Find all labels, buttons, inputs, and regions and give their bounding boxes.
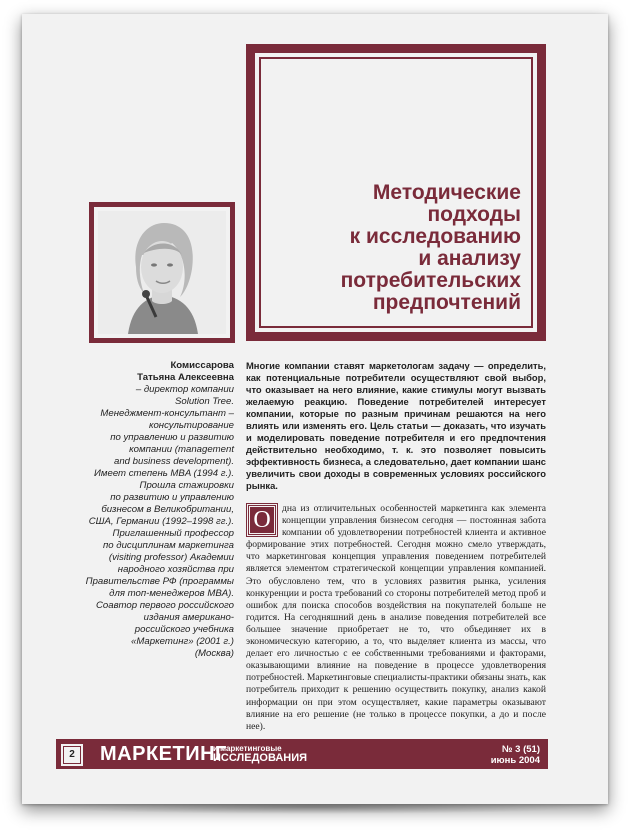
title-line: Методические <box>372 181 521 204</box>
title-line: и анализу <box>418 247 521 270</box>
bio-line: по развитию и управлению <box>110 492 234 503</box>
bio-line: – директор компании <box>135 384 234 395</box>
title-line: потребительских <box>340 269 521 292</box>
title-line: предпочтений <box>372 291 521 314</box>
magazine-logo-sub1: и маркетинговые <box>213 744 282 753</box>
body-text: дна из отличительных особенностей маркетинга как элемента концепции управления бизнесом сегодня — постоянная забота компании об удовлетворении потребностей клиента и активное формирование этих потребностей. Сегодня можно смело утверждать, что маркетинговая концепция управления поведением потребителей является элементом стратегической концепции управления компанией. Это обусловлено тем, что в условиях развития рынка, усиления конкуренции и роста требований со стороны потребителей метод проб и ошибок для поиска способов воздействия на покупателей больше не годится. На сегодняшний день в анализе поведения потребителей все большее значение приобретает не то, что объединяет их в экономическую категорию, а то, что выделяет клиента из массы, что делает его личностью с ее собственными требованиями и факторами, оказывающими влияние на поведение в процессе удовлетворения потребностей. Маркетинговые специалисты-практики обязаны знать, как потребитель приходит к решению осуществить покупку, анализ какой информации он при этом осуществляет, какие параметры оказывают влияние на его решение (не только в процессе покупки, а до и после нее). <box>246 503 546 732</box>
issue-date: июнь 2004 <box>490 755 540 766</box>
bio-line: (Москва) <box>194 648 234 659</box>
magazine-logo: МАРКЕТИНГ <box>100 743 227 765</box>
drop-cap: О <box>247 504 277 536</box>
bio-line: (visiting professor) Академии <box>108 552 234 563</box>
bio-line: народного хозяйства при <box>117 564 234 575</box>
page-footer <box>56 739 548 769</box>
bio-line: бизнесом в Великобритании, <box>101 504 234 515</box>
article-lead: Многие компании ставят маркетологам задачу — определить, как потенциальные потребители осуществляют свой выбор, что оказывает на него влияние, какие стимулы могут вызвать желаемую реакцию. Поведение потребителей интересует компании, которые по разным причинам решаются на него влиять или изменять его. Цель статьи — доказать, что изучать и моделировать поведение потребителя и его предпочтения действительно необходимо, т. к. это позволяет повысить эффективность бизнеса, а следовательно, дает компании шанс увеличить свои доходы в современных условиях российского рынка. <box>246 360 546 491</box>
issue-number: № 3 (51) <box>501 744 540 755</box>
bio-line: по дисциплинам маркетинга <box>103 540 234 551</box>
bio-line: Имеет степень MBA (1994 г.). <box>94 468 234 479</box>
bio-line: and business development). <box>114 456 234 467</box>
bio-line: Соавтор первого российского <box>96 600 234 611</box>
author-given-names: Татьяна Алексеевна <box>137 372 234 383</box>
author-photo-frame <box>89 202 235 343</box>
bio-line: компании (management <box>129 444 234 455</box>
bio-line: США, Германии (1992–1998 гг.). <box>88 516 234 527</box>
title-line: к исследованию <box>349 225 521 248</box>
author-surname: Комиссарова <box>170 360 234 371</box>
author-photo <box>98 211 226 334</box>
page-number: 2 <box>60 743 84 767</box>
bio-line: по управлению и развитию <box>110 432 234 443</box>
bio-line: Прошла стажировки <box>139 480 234 491</box>
bio-line: издания американо- <box>143 612 234 623</box>
issue-info <box>491 744 540 766</box>
author-bio <box>40 360 234 660</box>
title-box <box>246 44 546 341</box>
author-portrait-image <box>98 211 226 334</box>
bio-line: Приглашенный профессор <box>112 528 234 539</box>
bio-line: Solution Tree. <box>174 396 234 407</box>
bio-line: российского учебника <box>134 624 234 635</box>
bio-line: «Маркетинг» (2001 г.) <box>131 636 234 647</box>
article-title <box>341 182 521 314</box>
article-body <box>246 503 546 733</box>
bio-line: для топ-менеджеров MBA). <box>109 588 234 599</box>
magazine-logo-sub2: ИССЛЕДОВАНИЯ <box>213 752 308 764</box>
bio-line: Правительстве РФ (программы <box>85 576 234 587</box>
bio-line: Менеджмент-консультант – <box>100 408 234 419</box>
bio-line: консультирование <box>148 420 234 431</box>
title-line: подходы <box>427 203 521 226</box>
